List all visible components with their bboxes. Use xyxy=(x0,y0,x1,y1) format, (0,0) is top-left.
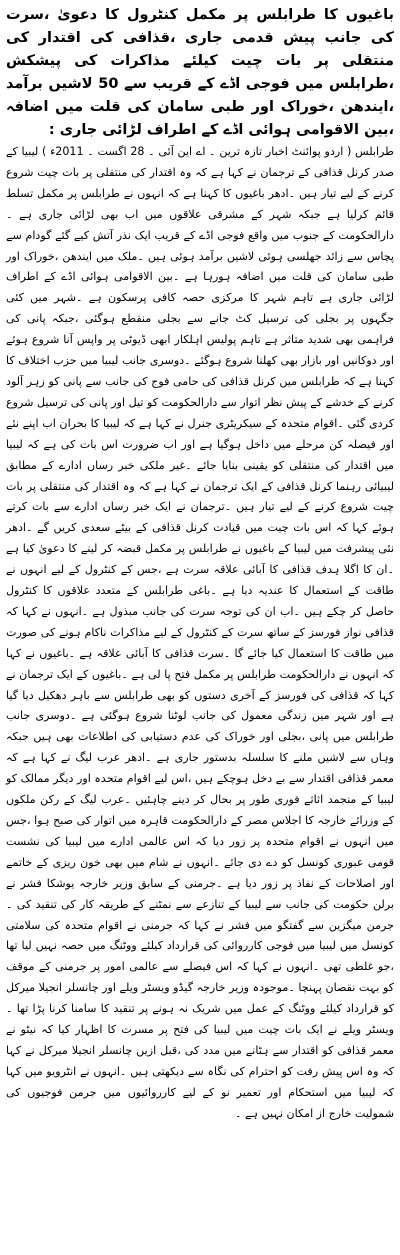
article-body: طرابلس ( اردو پوائنٹ اخبار تازہ ترین ۔ اے این آئی ۔ 28 اگست ۔ 2011ء ) لیبیا کے صدر کرنل قذافی کے ترجمان نے کہا ہے کہ وہ اقتدار کی منتقلی پر بات چیت شروع کرنے کے لیے تیار ہیں ۔ادھر باغیوں کا کہنا ہے کہ انہوں نے طرابلس پر مکمل تسلط قائم کرلیا ہے جبکہ شہر کے مشرقی علاقوں میں اب بھی لڑائی جاری ہے ۔دارالحکومت کے جنوب میں واقع فوجی اڈے کے قریب ایک نذر آتش کیے گئے گودام سے پچاس سے زائد جھلسی ہوئی لاشیں برآمد ہوئی ہیں ۔ملک میں ایندھن ،خوراک اور طبی سامان کی قلت میں اضافہ ہورہا ہے ۔بین الاقوامی ہوائی اڈے کے اطراف لڑائی جاری ہے تاہم شہر کا مرکزی حصہ کافی پرسکون ہے ۔شہر میں کئی جگہوں پر بجلی کی ترسیل کٹ جانے سے بجلی منقطع ہوگئی ،جبکہ پانی کی فراہمی بھی شدید متاثر ہے تاہم پولیس اہلکار ابھی ڈیوٹی پر واپس آنا شروع ہوئے اور دوکانیں اور بازار بھی کھلنا شروع ہوگئے ۔دوسری جانب لیبیا میں حزب اختلاف کا کہنا ہے کہ طرابلس میں کرنل قذافی کی حامی فوج کی جانب سے پانی کو زہر آلود کرنے کے خدشے کے پیش نظر اتوار سے دارالحکومت کو تیل اور پانی کی ترسیل شروع کردی گئی ۔اقوام متحدہ کے سیکریٹری جنرل نے کہا ہے کہ لیبیا کا بحران اب اپنے نئے اور فیصلہ کن مرحلے میں داخل ہوگیا ہے اور اب ضرورت اس بات کی ہے کہ لیبیا میں اقتدار کی منتقلی کو یقینی بنایا جائے ۔غیر ملکی خبر رساں ادارے کے مطابق لیبیائی رہنما کرنل قذافی کے ایک ترجمان نے کہا ہے کہ وہ اقتدار کی منتقلی پر بات چیت شروع کرنے کے لیے تیار ہیں ۔ترجمان نے ایک خبر رساں ادارے سے بات کرتے ہوئے کہا کہ اس بات چیت میں قیادت کرنل قذافی کے بیٹے سعدی کریں گے ۔ادھر نئی پیشرفت میں لیبیا کے باغیوں نے طرابلس پر مکمل قبضہ کر لینے کا دعویٰ کیا ہے ۔ان کا اگلا ہدف قذافی کا آبائی علاقہ سرت ہے ،جس کے کنٹرول کے لیے انہوں نے طاقت کے استعمال کا عندیہ دیا ہے ۔باغی طرابلس کے متعدد علاقوں کا کنٹرول حاصل کر چکے ہیں ۔اب ان کی توجہ سرت کی جانب مبذول ہے ۔انہوں نے کہا کہ قذافی نواز فورسز کے ساتھ سرت کے کنٹرول کے لیے مذاکرات ناکام ہونے کی صورت میں طاقت کا استعمال کیا جائے گا ۔سرت قذافی کا آبائی علاقہ ہے ۔باغیوں نے کہا کہ انہوں نے دارالحکومت طرابلس پر مکمل فتح پا لی ہے ۔باغیوں کے ایک ترجمان نے کہا کہ قذافی کی فورسز کے آخری دستوں کو بھی طرابلس سے باہر دھکیل دیا گیا ہے اور شہر میں زندگی معمول کی جانب لوٹنا شروع ہوگئی ہے ۔دوسری جانب طرابلس میں پانی ،بجلی اور خوراک کی عدم دستیابی کی اطلاعات بھی ہیں جبکہ وہاں سے لاشیں ملنے کا سلسلہ بدستور جاری ہے ۔ادھر عرب لیگ نے کہا ہے کہ معمر قذافی اقتدار سے بے دخل ہوچکے ہیں ،اس لیے اقوام متحدہ اور دیگر ممالک کو لیبیا کے منجمد اثاثے فوری طور پر بحال کر دینے چاہئیں ۔عرب لیگ کے رکن ملکوں کے وزرائے خارجہ کا اجلاس مصر کے دارالحکومت قاہرہ میں اتوار کی صبح ہوا ،جس میں انہوں نے اقوام متحدہ پر زور دیا کہ اس عالمی ادارے میں لیبیا کی نشست قومی عبوری کونسل کو دے دی جائے ۔انہوں نے شام میں بھی خون ریزی کے خاتمے اور اصلاحات کے نفاذ پر زور دیا ہے ۔جرمنی کے سابق وزیر خارجہ یوشکا فشر نے برلن حکومت کی جانب سے لیبیا کے تنازعے سے نمٹنے کے طریقہ کار کی تنقید کی ۔جرمن میگزین سے گفتگو میں فشر نے کہا کہ جرمنی نے اقوام متحدہ کی سلامتی کونسل میں لیبیا میں فوجی کارروائی کی قرارداد کیلئے ووٹنگ میں حصہ نہیں لیا تھا ،جو غلطی تھی ۔انہوں نے کہا کہ اس فیصلے سے عالمی امور پر جرمنی کے موقف کو بہت نقصان پہنچا ۔موجودہ وزیر خارجہ گیڈو ویسٹر ویلے اور چانسلر انجیلا میرکل کو قرارداد کیلئے ووٹنگ کے عمل میں شریک نہ ہونے پر تنقید کا سامنا کرنا پڑا تھا ۔ویسٹر ویلے نے ایک بات چیت میں لیبیا کی فتح پر مسرت کا اظہار کیا کہ نیٹو نے معمر قذافی کو اقتدار سے ہٹانے میں مدد کی ،قبل ازیں چانسلر انجیلا میرکل نے کہا کہ وہ اس پیش رفت کو احترام کی نگاہ سے دیکھتی ہیں ۔انہوں نے انٹرویو میں کہا کہ لیبیا میں استحکام اور تعمیر نو کے لیے کارروائیوں میں جرمن فوجیوں کی شمولیت خارج از امکان نہیں ہے ۔ xyxy=(6,145,394,1120)
article-headline: باغیوں کا طرابلس پر مکمل کنٹرول کا دعویٰ ،سرت کی جانب پیش قدمی جاری ،قذافی کی اقتدار کی منتقلی پر بات چیت کیلئے مذاکرات کی پیشکش ،طرابلس میں فوجی اڈے کے قریب سے 50 لاشیں برآمد ،ایندھن ،خوراک اور طبی سامان کی قلت میں اضافہ ،بین الاقوامی ہوائی اڈے کے اطراف لڑائی جاری : xyxy=(6,7,394,138)
